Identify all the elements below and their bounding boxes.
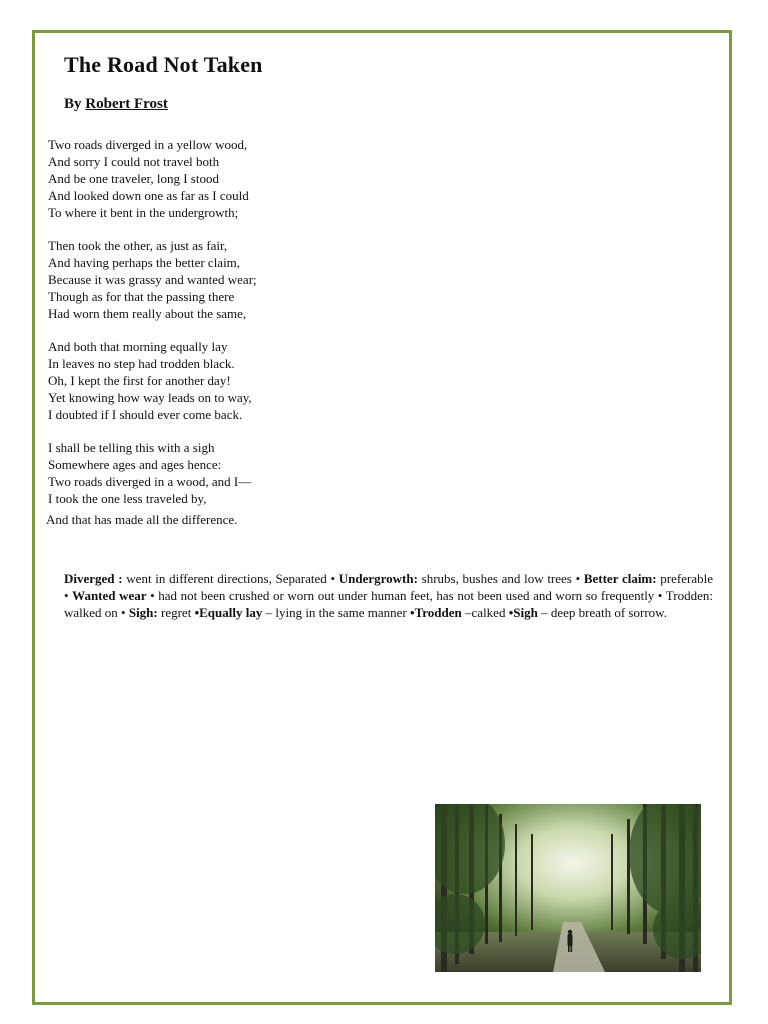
stanza [48, 237, 388, 322]
glossary [64, 570, 713, 621]
glossary-definition: –calked [461, 605, 509, 620]
poem-line: Then took the other, as just as fair, [48, 238, 228, 253]
glossary-definition: shrubs, bushes and low trees • [417, 571, 584, 586]
poem-line: Oh, I kept the first for another day! [48, 373, 231, 388]
poem-line: Two roads diverged in a wood, and I— [48, 474, 252, 489]
glossary-definition: went in different directions, Separated • [122, 571, 339, 586]
glossary-term: •Sigh [508, 605, 538, 620]
poem-line: I shall be telling this with a sigh [48, 440, 215, 455]
poem-line: Two roads diverged in a yellow wood, [48, 137, 248, 152]
poem-line: Because it was grassy and wanted wear; [48, 272, 257, 287]
poem-title: The Road Not Taken [64, 52, 263, 77]
stanza [48, 439, 388, 507]
glossary-term: •Trodden [410, 605, 462, 620]
poem-line: And be one traveler, long I stood [48, 171, 219, 186]
byline-prefix: By [64, 96, 82, 112]
glossary-term: Diverged : [64, 571, 123, 586]
glossary-definition: • had not been crushed or worn out under human feet, has not been used and worn so frequently • Trodden: walked on • [64, 588, 714, 620]
forest-path-illustration [435, 804, 701, 972]
poem-line: I took the one less traveled by, [48, 491, 207, 506]
stanza [48, 338, 388, 423]
poem-line: Somewhere ages and ages hence: [48, 457, 222, 472]
poem-line: And both that morning equally lay [48, 339, 228, 354]
poem-line: Though as for that the passing there [48, 289, 235, 304]
forest-path-photo [435, 804, 701, 972]
poem-line: In leaves no step had trodden black. [48, 356, 235, 371]
glossary-definition: – lying in the same manner [262, 605, 411, 620]
poem-line: And having perhaps the better claim, [48, 255, 241, 270]
glossary-definition: regret [157, 605, 195, 620]
glossary-term: •Equally lay [194, 605, 263, 620]
stanza [48, 136, 388, 221]
byline [64, 96, 168, 113]
glossary-term: Sigh: [128, 605, 158, 620]
poem-body [48, 136, 388, 523]
glossary-term: Wanted wear [72, 588, 147, 603]
poem-line: And looked down one as far as I could [48, 188, 249, 203]
glossary-term: Better claim: [583, 571, 657, 586]
poem-line: And sorry I could not travel both [48, 154, 220, 169]
author-name: Robert Frost [85, 96, 168, 112]
glossary-definition: – deep breath of sorrow. [537, 605, 667, 620]
glossary-term: Undergrowth: [338, 571, 418, 586]
poem-final-line: And that has made all the difference. [46, 512, 238, 527]
poem-line: Had worn them really about the same, [48, 306, 247, 321]
poem-line: I doubted if I should ever come back. [48, 407, 243, 422]
poem-line: Yet knowing how way leads on to way, [48, 390, 252, 405]
poem-line: To where it bent in the undergrowth; [48, 205, 239, 220]
glossary-definition: preferable • [64, 571, 713, 603]
